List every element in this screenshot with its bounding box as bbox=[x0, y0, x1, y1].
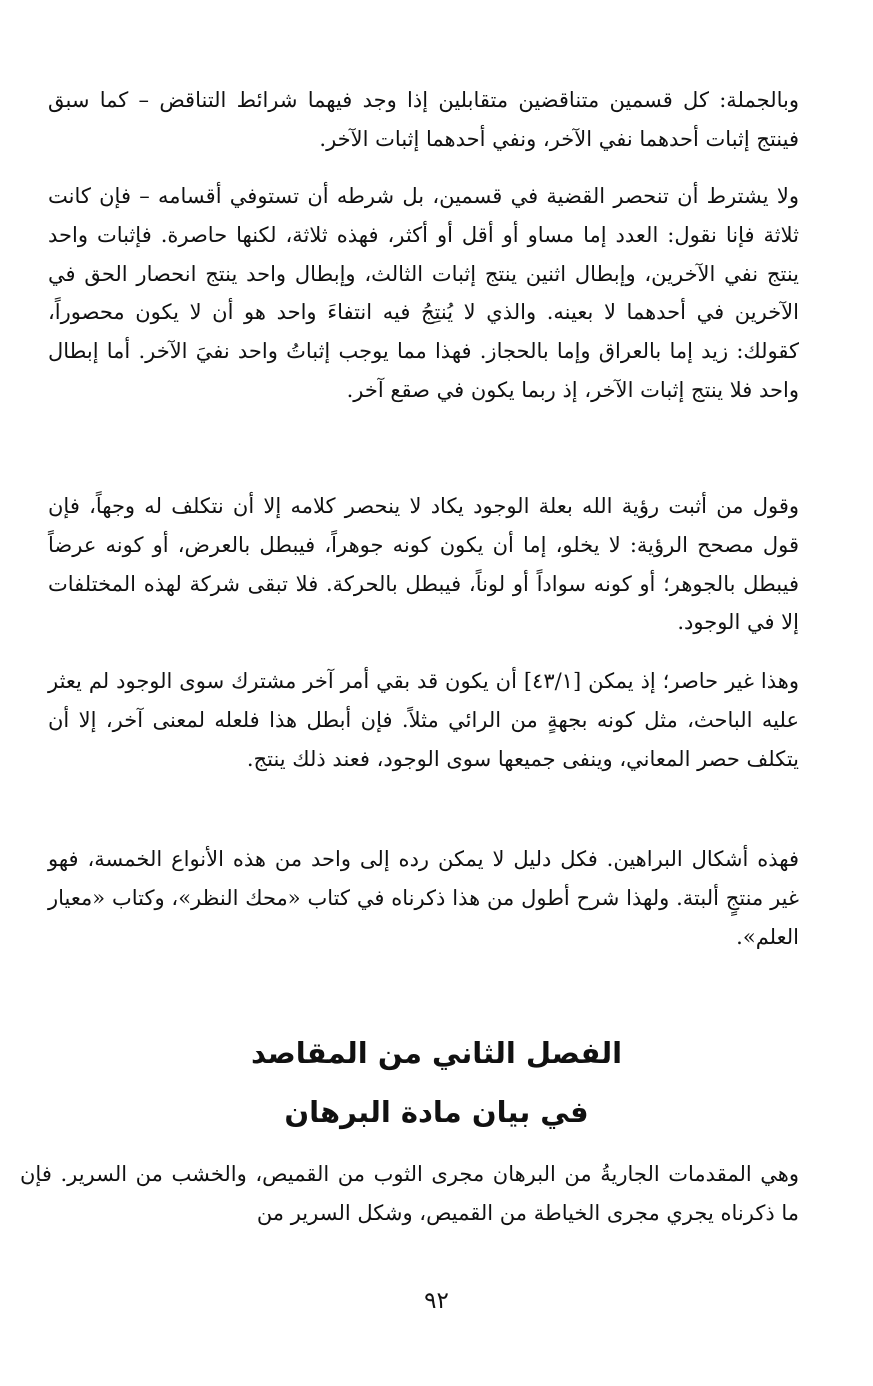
paragraph-contradictory-pairs: وبالجملة: كل قسمين متناقضين متقابلين إذا وجد فيهما شرائط التناقض – كما سبق فينتج إثبات أحدهما نفي الآخر، ونفي أحدهما إثبات الآخر. bbox=[48, 88, 799, 151]
page-number: ٩٢ bbox=[424, 1288, 449, 1314]
paragraph-premises: وهي المقدمات الجاريةُ من البرهان مجرى الثوب من القميص، والخشب من السرير. فإن ما ذكرناه يجري مجرى الخياطة من القميص، وشكل السرير من bbox=[20, 1162, 799, 1225]
chapter-heading: الفصل الثاني من المقاصد bbox=[250, 1036, 623, 1070]
paragraph-vision-argument: وقول من أثبت رؤية الله بعلة الوجود يكاد لا ينحصر كلامه إلا أن نتكلف له وجهاً، فإن قول مصحح الرؤية: لا يخلو، إما أن يكون كونه جوهراً، فيبطل بالعرض، أو كونه عرضاً فيبطل بالجوهر؛ أو كونه سواداً أو لوناً، فيبطل بالحركة. فلا تبقى شركة لهذه المختلفات إلا في الوجود. bbox=[48, 494, 799, 635]
paragraph-not-exhaustive: وهذا غير حاصر؛ إذ يمكن [٤٣/١] أن يكون قد بقي أمر آخر مشترك سوى الوجود لم يعثر عليه الباحث، مثل كونه بجهةٍ من الرائي مثلاً. فإن أبطل هذا فلعله لمعنى آخر، إلا أن يتكلف حصر المعاني، وينفى جميعها سوى الوجود، فعند ذلك ينتج. bbox=[48, 669, 799, 771]
paragraph-forms-of-proof: فهذه أشكال البراهين. فكل دليل لا يمكن رده إلى واحد من هذه الأنواع الخمسة، فهو غير منتجٍ ألبتة. ولهذا شرح أطول من هذا ذكرناه في كتاب «محك النظر»، وكتاب «معيار العلم». bbox=[48, 847, 799, 949]
paragraph-divisions: ولا يشترط أن تنحصر القضية في قسمين، بل شرطه أن تستوفي أقسامه – فإن كانت ثلاثة فإنا نقول: العدد إما مساو أو أقل أو أكثر، فهذه ثلاثة، لكنها حاصرة. فإثبات واحد ينتج نفي الآخرين، وإبطال اثنين ينتج إثبات الثالث، وإبطال واحد ينتج انحصار الحق في الآخرين في أحدهما لا بعينه. والذي لا يُنتِجُ فيه انتفاءَ واحد هو أن لا يكون محصوراً، كقولك: زيد إما بالعراق وإما بالحجاز. فهذا مما يوجب إثباتُ واحد نفيَ الآخر. أما إبطال واحد فلا ينتج إثبات الآخر، إذ ربما يكون في صقع آخر. bbox=[48, 184, 799, 402]
chapter-subtitle: في بيان مادة البرهان bbox=[284, 1095, 589, 1129]
